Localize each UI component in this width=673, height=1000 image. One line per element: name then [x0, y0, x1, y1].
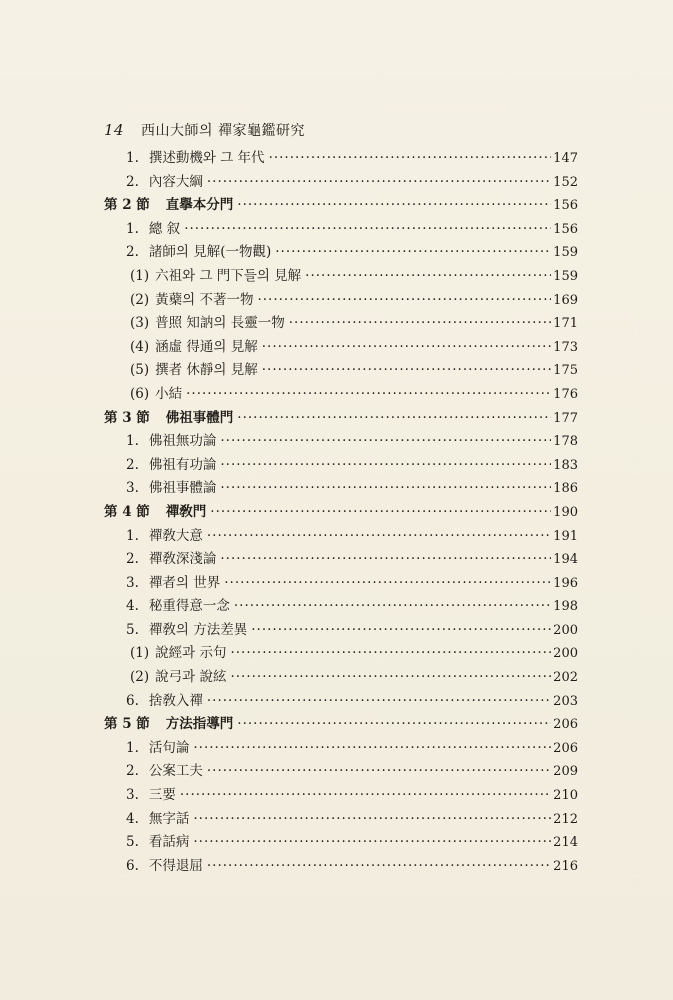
running-header	[104, 120, 305, 140]
toc-entry-page: 156	[553, 198, 578, 214]
toc-entry	[104, 783, 578, 807]
toc-entry-title: 黃蘗의 不著一物	[155, 291, 254, 308]
toc-leader-dots	[230, 669, 551, 685]
toc-entry-page: 186	[553, 481, 578, 497]
toc-entry	[104, 335, 578, 359]
toc-entry-page: 194	[553, 552, 578, 568]
toc-entry-number: 3.	[126, 574, 139, 591]
toc-section-entry	[104, 712, 578, 736]
toc-entry-page: 175	[553, 363, 578, 379]
toc-leader-dots	[207, 174, 551, 190]
toc-entry-title: 六祖와 그 門下들의 見解	[155, 267, 302, 284]
toc-entry-title: 說經과 示句	[155, 645, 227, 662]
toc-entry-title: 捨敎入禪	[148, 692, 203, 709]
toc-entry	[104, 689, 578, 713]
toc-entry	[104, 618, 578, 642]
toc-entry-number: (1)	[130, 267, 150, 284]
toc-leader-dots	[193, 834, 551, 850]
toc-entry-number: (2)	[130, 291, 150, 308]
toc-entry-number: 1.	[126, 220, 139, 237]
toc-entry-number: 第 4 節	[104, 503, 150, 520]
toc-entry-title: 說弓과 說絃	[155, 669, 227, 686]
toc-entry-title: 三要	[148, 787, 176, 804]
toc-entry-page: 216	[553, 858, 578, 874]
toc-leader-dots	[193, 740, 551, 756]
toc-entry-title: 普照 知訥의 長靈一物	[155, 315, 285, 332]
toc-leader-dots	[207, 858, 551, 874]
toc-entry-page: 159	[553, 245, 578, 261]
toc-entry-number: 1.	[126, 739, 139, 756]
toc-entry-number: (5)	[130, 362, 150, 379]
toc-entry-title: 小結	[155, 385, 183, 402]
toc-entry-number: 2.	[126, 456, 139, 473]
toc-entry-title: 秘重得意一念	[148, 598, 230, 615]
toc-entry-number: 2.	[126, 244, 139, 261]
toc-entry	[104, 453, 578, 477]
toc-leader-dots	[305, 268, 551, 284]
toc-leader-dots	[237, 716, 551, 732]
toc-entry-title: 撰者 休靜의 見解	[155, 362, 258, 379]
toc-entry	[104, 264, 578, 288]
toc-leader-dots	[207, 528, 551, 544]
toc-entry-page: 196	[553, 575, 578, 591]
toc-leader-dots	[275, 244, 551, 260]
toc-entry-title: 撰述動機와 그 年代	[148, 150, 265, 166]
toc-entry	[104, 288, 578, 312]
toc-leader-dots	[237, 197, 551, 213]
toc-entry-page: 171	[553, 316, 578, 332]
toc-leader-dots	[207, 763, 551, 779]
book-title: 西山大師의 禪家龜鑑研究	[141, 123, 306, 139]
toc-entry-page: 183	[553, 457, 578, 473]
toc-leader-dots	[220, 480, 551, 496]
toc-entry-number: 3.	[126, 480, 139, 497]
toc-entry-page: 202	[553, 670, 578, 686]
toc-entry-title: 禪敎深淺論	[148, 551, 217, 568]
toc-entry-title: 內容大綱	[148, 173, 203, 190]
toc-entry	[104, 547, 578, 571]
toc-entry-number: 4.	[126, 598, 139, 615]
toc-entry-title: 涵虛 得通의 見解	[155, 338, 258, 355]
toc-entry-number: 1.	[126, 527, 139, 544]
toc-entry-title: 看話病	[148, 834, 190, 851]
toc-entry-title: 佛祖無功論	[148, 433, 217, 450]
toc-entry-page: 159	[553, 268, 578, 284]
toc-entry	[104, 524, 578, 548]
toc-entry-page: 156	[553, 221, 578, 237]
toc-entry-number: 6.	[126, 857, 139, 874]
toc-entry	[104, 665, 578, 689]
toc-entry-page: 200	[553, 646, 578, 662]
toc-entry-page: 177	[553, 410, 578, 426]
toc-entry-title: 直擧本分門	[165, 197, 234, 214]
toc-leader-dots	[262, 339, 551, 355]
toc-entry-title: 佛祖事體門	[165, 409, 234, 426]
toc-entry-title: 佛祖事體論	[148, 480, 217, 497]
toc-entry-number: 2.	[126, 551, 139, 568]
toc-entry-number: 2.	[126, 763, 139, 780]
toc-entry-number: (6)	[130, 385, 150, 402]
toc-leader-dots	[180, 787, 551, 803]
toc-entry	[104, 311, 578, 335]
toc-entry-number: 5.	[126, 621, 139, 638]
toc-entry-page: 178	[553, 434, 578, 450]
toc-entry-page: 176	[553, 386, 578, 402]
toc-entry	[104, 807, 578, 831]
toc-leader-dots	[234, 598, 551, 614]
toc-entry-title: 禪敎大意	[148, 527, 203, 544]
toc-entry-title: 方法指導門	[165, 716, 234, 733]
toc-entry	[104, 429, 578, 453]
toc-entry-number: 5.	[126, 834, 139, 851]
toc-entry-title: 諸師의 見解(一物觀)	[148, 244, 272, 261]
toc-entry-page: 206	[553, 717, 578, 733]
toc-entry-page: 210	[553, 788, 578, 804]
toc-entry-number: 2.	[126, 173, 139, 190]
toc-leader-dots	[207, 693, 551, 709]
toc-entry-page: 152	[553, 174, 578, 190]
toc-entry	[104, 759, 578, 783]
toc-entry	[104, 854, 578, 878]
toc-entry-number: (3)	[130, 315, 150, 332]
toc-leader-dots	[269, 150, 552, 166]
toc-entry-page: 212	[553, 811, 578, 827]
toc-entry-page: 206	[553, 740, 578, 756]
toc-entry-title: 禪敎의 方法差異	[148, 621, 248, 638]
toc-section-entry	[104, 406, 578, 430]
toc-leader-dots	[224, 575, 551, 591]
toc-entry	[104, 358, 578, 382]
toc-leader-dots	[237, 410, 551, 426]
toc-entry	[104, 736, 578, 760]
toc-entry-title: 禪敎門	[165, 503, 207, 520]
toc-entry-title: 總 叙	[148, 220, 181, 237]
toc-entry-page: 191	[553, 528, 578, 544]
toc-entry-page: 198	[553, 599, 578, 615]
toc-leader-dots	[193, 811, 551, 827]
toc-leader-dots	[220, 457, 551, 473]
toc-leader-dots	[186, 386, 551, 402]
toc-leader-dots	[220, 551, 551, 567]
toc-leader-dots	[230, 645, 551, 661]
toc-entry-title: 佛祖有功論	[148, 456, 217, 473]
toc-entry-page: 203	[553, 693, 578, 709]
table-of-contents	[104, 146, 578, 877]
page-number: 14	[104, 121, 125, 139]
toc-section-entry	[104, 193, 578, 217]
toc-entry	[104, 594, 578, 618]
toc-entry	[104, 240, 578, 264]
toc-entry-page: 169	[553, 292, 578, 308]
toc-entry-number: 1.	[126, 150, 139, 166]
toc-entry	[104, 476, 578, 500]
toc-entry-number: 4.	[126, 810, 139, 827]
toc-entry	[104, 641, 578, 665]
toc-leader-dots	[220, 433, 551, 449]
toc-entry-number: (1)	[130, 645, 150, 662]
toc-entry-number: (4)	[130, 338, 150, 355]
toc-entry-title: 不得退屈	[148, 857, 203, 874]
toc-entry-page: 214	[553, 835, 578, 851]
toc-leader-dots	[251, 622, 551, 638]
toc-leader-dots	[257, 292, 551, 308]
toc-entry-number: 6.	[126, 692, 139, 709]
toc-entry	[104, 217, 578, 241]
toc-entry-number: 第 2 節	[104, 197, 150, 214]
toc-leader-dots	[262, 362, 551, 378]
toc-entry-page: 147	[553, 151, 578, 166]
toc-entry-page: 190	[553, 504, 578, 520]
toc-leader-dots	[184, 221, 551, 237]
toc-entry	[104, 571, 578, 595]
toc-entry-number: 第 5 節	[104, 716, 150, 733]
toc-entry-page: 209	[553, 764, 578, 780]
toc-entry-number: (2)	[130, 669, 150, 686]
toc-entry-title: 活句論	[148, 739, 190, 756]
toc-section-entry	[104, 500, 578, 524]
toc-entry	[104, 170, 578, 194]
toc-entry	[104, 146, 578, 170]
toc-entry	[104, 830, 578, 854]
toc-entry-page: 173	[553, 339, 578, 355]
toc-entry-title: 無字話	[148, 810, 190, 827]
toc-leader-dots	[289, 315, 551, 331]
toc-entry-title: 公案工夫	[148, 763, 203, 780]
toc-entry-title: 禪者의 世界	[148, 574, 221, 591]
toc-leader-dots	[210, 504, 551, 520]
toc-entry	[104, 382, 578, 406]
toc-entry-number: 3.	[126, 787, 139, 804]
toc-entry-page: 200	[553, 622, 578, 638]
toc-entry-number: 第 3 節	[104, 409, 150, 426]
toc-entry-number: 1.	[126, 433, 139, 450]
